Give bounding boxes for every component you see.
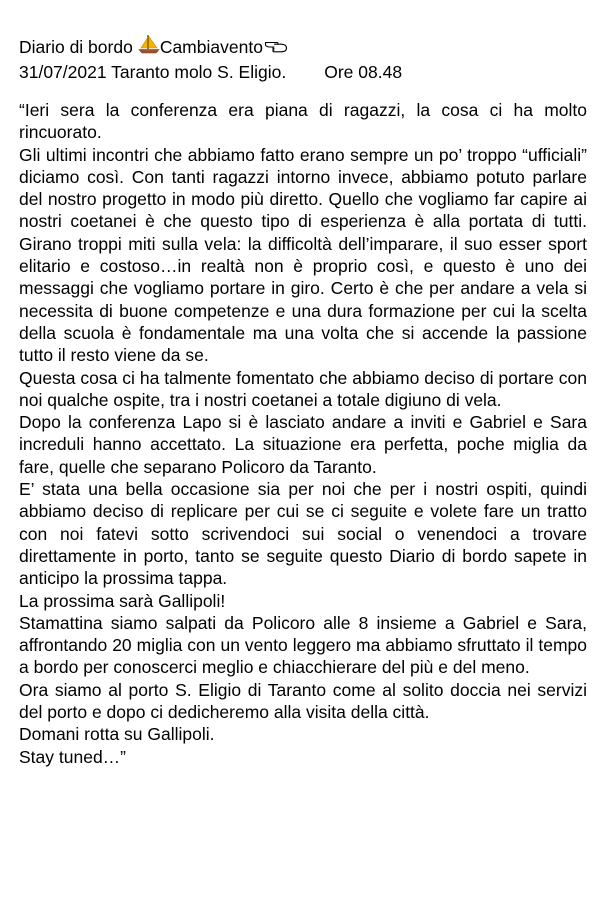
diary-body [19,99,587,768]
header-date-line [19,60,579,84]
paragraph-departure: Stamattina siamo salpati da Policoro alle 8 insieme a Gabriel e Sara, affrontando 20 miglia con un vento leggero ma abbiamo sfruttato il tempo a bordo per conoscerci meglio e chiacchierare del più e del meno. [19,612,587,678]
paragraph-next-stop: La prossima sarà Gallipoli! [19,590,226,611]
pointing-hand-icon [264,35,288,59]
paragraph-opening: “Ieri sera la conferenza era piana di ragazzi, la cosa ci ha molto rincuorato. [19,100,587,143]
diary-header [19,34,579,84]
entry-time: Ore 08.48 [324,62,403,82]
paragraph-guests: Questa cosa ci ha talmente fomentato che abbiamo deciso di portare con noi qualche ospite, tra i nostri coetanei a totale digiuno di vela. [19,367,587,410]
paragraph-port: Ora siamo al porto S. Eligio di Taranto come al solito doccia nei servizi del porto e dopo ci dedicheremo alla visita della città. [19,679,587,723]
title-name: Cambiavento [159,37,263,57]
paragraph-meetings: Gli ultimi incontri che abbiamo fatto erano sempre un po’ troppo “ufficiali” diciamo così. Con tanti ragazzi intorno invece, abbiamo potuto parlare del nostro progetto in modo più diretto. Quello che vogliamo far capire ai nostri coetanei è che questo tipo di esperienza è alla portata di tutti. Girano troppi miti sulla vela: la difficoltà dell’imparare, il suo esser sport elitario e costoso…in realtà non è proprio così, e questo è uno dei messaggi che vogliamo portare in giro. Certo è che per andare a vela si necessita di buone competenze e una dura formazione per cui la scelta della scuola è fondamentale ma una volta che si accende la passione tutto il resto viene da se. [19,144,587,366]
date-place: 31/07/2021 Taranto molo S. Eligio. [19,62,287,82]
paragraph-occasion: E’ stata una bella occasione sia per noi che per i nostri ospiti, quindi abbiamo deciso di replicare per cui se ci seguite e volete fare un tratto con noi fatevi sotto scrivendoci sui social o venendoci a trovare direttamente in porto, tanto se seguite questo Diario di bordo sapete in anticipo la prossima tappa. [19,479,587,589]
paragraph-tomorrow: Domani rotta su Gallipoli. [19,724,215,745]
paragraph-invites: Dopo la conferenza Lapo si è lasciato andare a inviti e Gabriel e Sara increduli hanno accettato. La situazione era perfetta, poche miglia da fare, quelle che separano Policoro da Taranto. [19,412,587,477]
sailboat-icon [138,34,160,60]
header-title-line [19,34,579,60]
paragraph-closing: Stay tuned…” [19,746,126,767]
title-prefix: Diario di bordo [19,37,133,57]
